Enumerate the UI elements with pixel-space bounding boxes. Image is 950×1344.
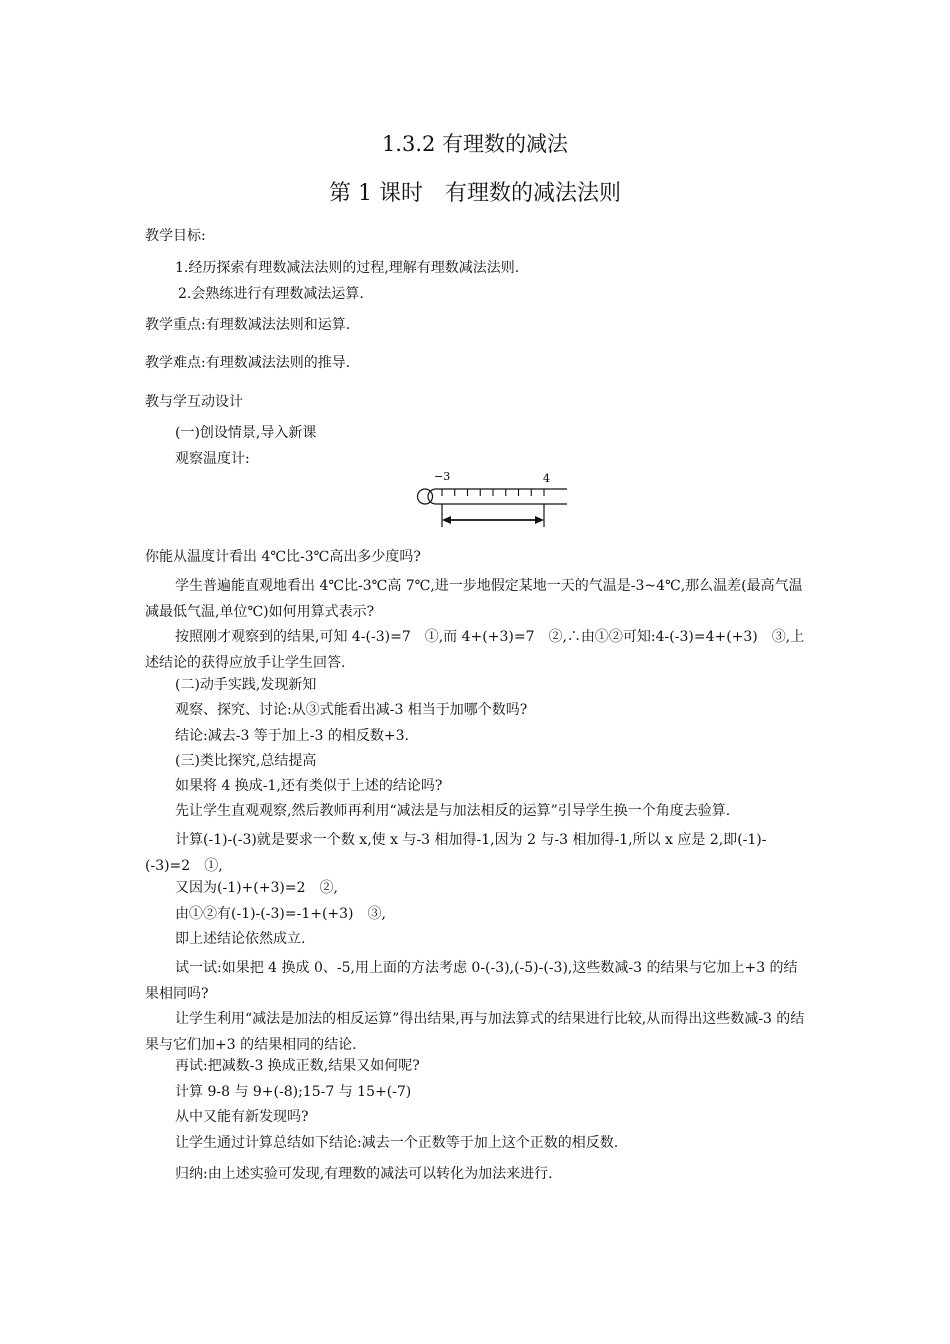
page-title: 1.3.2 有理数的减法: [381, 132, 569, 156]
lesson-subtitle: 第 1 课时 有理数的减法法则: [329, 181, 621, 206]
paragraph-7: 计算(-1)-(-3)就是要求一个数 x,使 x 与-3 相加得-1,因为 2 与-3 相加得-1,所以 x 应是 2,即(-1)-(-3)=2 ①,: [145, 832, 767, 874]
range-arrow-right-head: [535, 516, 544, 524]
paragraph-10: 即上述结论依然成立.: [175, 931, 306, 947]
paragraph-8: 又因为(-1)+(+3)=2 ②,: [175, 880, 338, 896]
section-3-heading: (三)类比探究,总结提高: [175, 753, 317, 769]
paragraph-4: 结论:减去-3 等于加上-3 的相反数+3.: [175, 728, 409, 744]
paragraph-11: 试一试:如果把 4 换成 0、-5,用上面的方法考虑 0-(-3),(-5)-(-3),这些数减-3 的结果与它加上+3 的结果相同吗?: [145, 960, 798, 1002]
paragraph-5: 如果将 4 换成-1,还有类似于上述的结论吗?: [175, 778, 443, 794]
range-arrow-left-head: [442, 516, 451, 524]
difficulty: 教学难点:有理数减法法则的推导.: [145, 355, 351, 371]
thermometer-figure: [414, 466, 574, 532]
paragraph-14: 计算 9-8 与 9+(-8);15-7 与 15+(-7): [175, 1084, 412, 1100]
thermo-label-right: 4: [543, 472, 550, 485]
paragraph-9: 由①②有(-1)-(-3)=-1+(+3) ③,: [175, 906, 386, 922]
thermo-bulb-circle: [418, 489, 433, 504]
section-2-heading: (二)动手实践,发现新知: [175, 677, 317, 693]
goals-heading: 教学目标:: [145, 228, 206, 244]
design-heading: 教与学互动设计: [145, 394, 243, 410]
observe-thermometer: 观察温度计:: [175, 451, 250, 467]
paragraph-2: 按照刚才观察到的结果,可知 4-(-3)=7 ①,而 4+(+3)=7 ②,∴由①②可知:4-(-3)=4+(+3) ③,上述结论的获得应放手让学生回答.: [145, 629, 805, 671]
section-1-heading: (一)创设情景,导入新课: [175, 425, 317, 441]
paragraph-3: 观察、探究、讨论:从③式能看出减-3 相当于加哪个数吗?: [175, 702, 528, 718]
paragraph-17: 归纳:由上述实验可发现,有理数的减法可以转化为加法来进行.: [175, 1166, 553, 1182]
paragraph-6: 先让学生直观观察,然后教师再利用“减法是与加法相反的运算”引导学生换一个角度去验算.: [175, 803, 731, 819]
question-1: 你能从温度计看出 4℃比-3℃高出多少度吗?: [145, 549, 421, 565]
thermo-ticks: [442, 489, 544, 496]
thermo-label-left: −3: [434, 470, 451, 483]
paragraph-13: 再试:把减数-3 换成正数,结果又如何呢?: [175, 1058, 420, 1074]
goal-1: 1.经历探索有理数减法法则的过程,理解有理数减法法则.: [175, 260, 520, 276]
paragraph-15: 从中又能有新发现吗?: [175, 1109, 309, 1125]
paragraph-12: 让学生利用“减法是加法的相反运算”得出结果,再与加法算式的结果进行比较,从而得出这些数减-3 的结果与它们加+3 的结果相同的结论.: [145, 1011, 805, 1053]
paragraph-16: 让学生通过计算总结如下结论:减去一个正数等于加上这个正数的相反数.: [175, 1135, 619, 1151]
key-point: 教学重点:有理数减法法则和运算.: [145, 317, 351, 333]
paragraph-1: 学生普遍能直观地看出 4℃比-3℃高 7℃,进一步地假定某地一天的气温是-3~4℃,那么温差(最高气温减最低气温,单位℃)如何用算式表示?: [145, 578, 803, 620]
goal-2: 2.会熟练进行有理数减法运算.: [178, 286, 364, 302]
